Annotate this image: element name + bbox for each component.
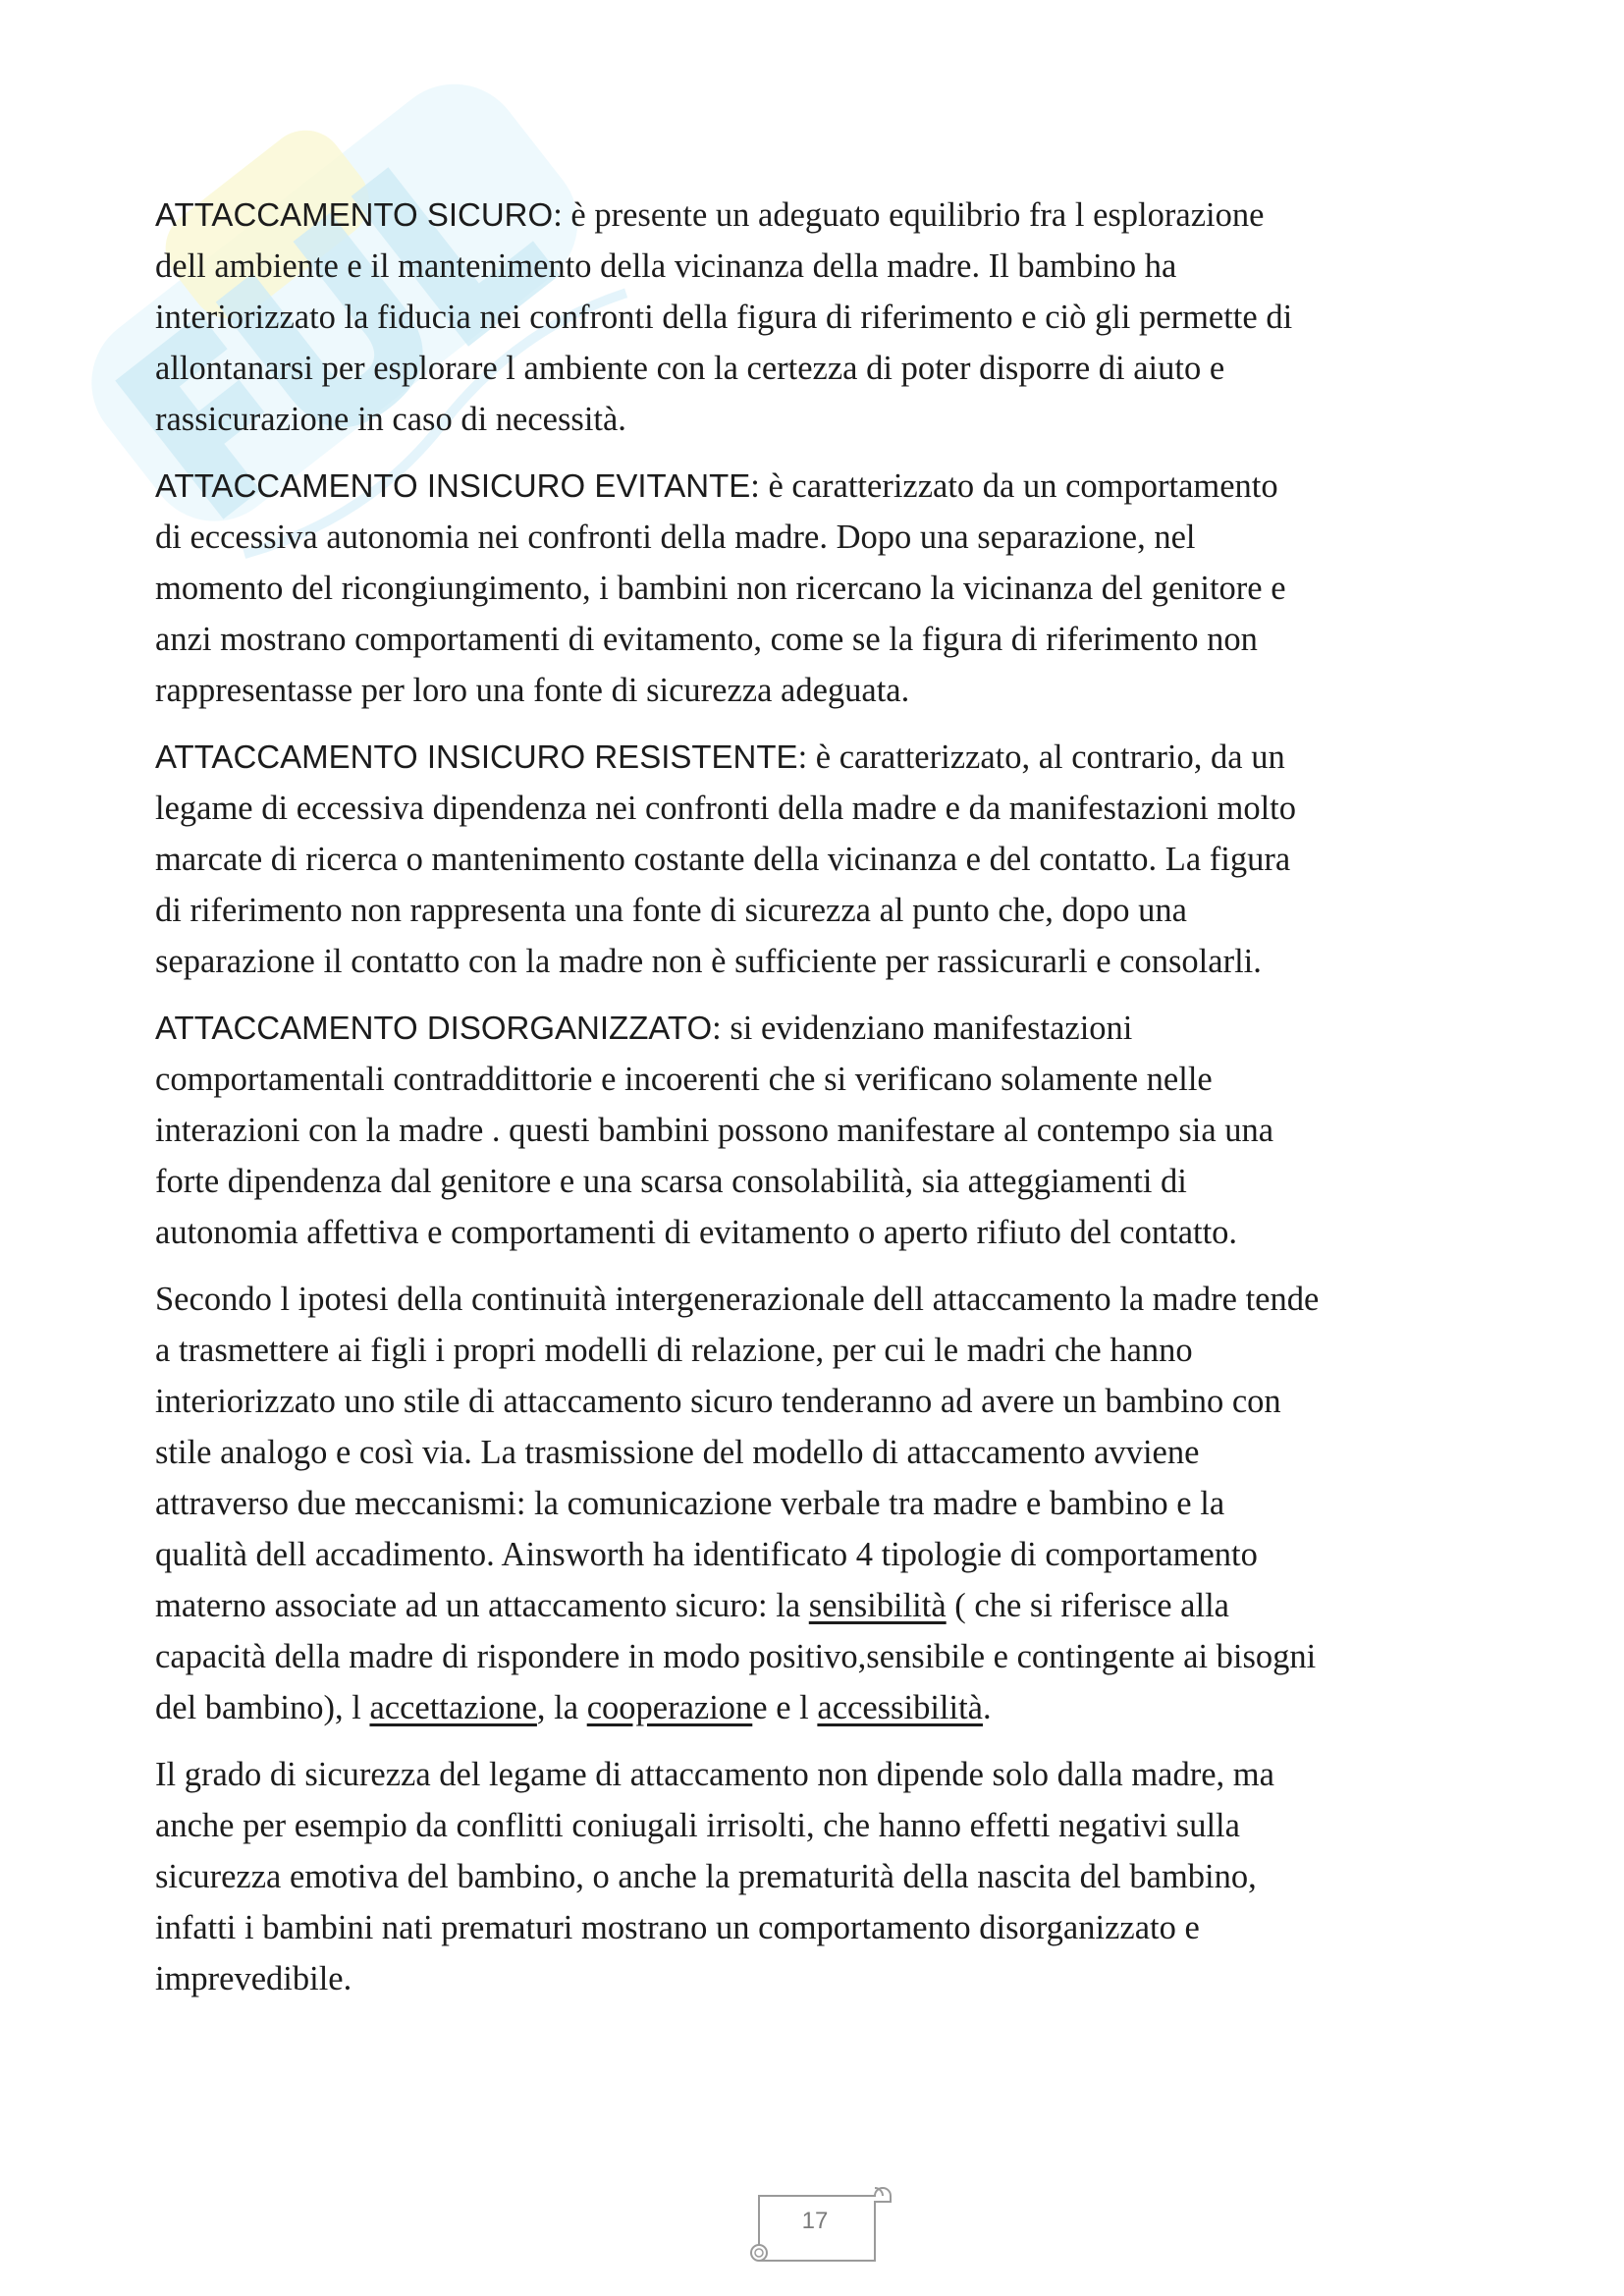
text-line — [155, 665, 1490, 716]
text-segment: separazione il contatto con la madre non è sufficiente per rassicurarli e consolarli. — [155, 943, 1262, 980]
page-number: 17 — [801, 2208, 829, 2234]
paragraph — [155, 732, 1490, 987]
underlined-term: accessibilità — [817, 1689, 983, 1726]
text-segment: : è presente un adeguato equilibrio fra l esplorazione — [553, 196, 1265, 234]
text-segment: sicurezza emotiva del bambino, o anche la prematurità della nascita del bambino, — [155, 1858, 1257, 1895]
underlined-term: accettazione — [369, 1689, 537, 1726]
text-line — [155, 1682, 1490, 1733]
text-line — [155, 1376, 1490, 1427]
text-segment: : è caratterizzato da un comportamento — [750, 467, 1278, 505]
paragraph — [155, 1274, 1490, 1733]
paragraph — [155, 190, 1490, 445]
text-line — [155, 512, 1490, 563]
text-segment: legame di eccessiva dipendenza nei confronti della madre e da manifestazioni molto — [155, 790, 1296, 827]
text-segment: dell ambiente e il mantenimento della vicinanza della madre. Il bambino ha — [155, 247, 1177, 285]
text-line — [155, 783, 1490, 834]
text-segment: del bambino), l — [155, 1689, 370, 1726]
attachment-type-label: ATTACCAMENTO INSICURO RESISTENTE — [155, 738, 798, 775]
text-line — [155, 1156, 1490, 1207]
text-line — [155, 1325, 1490, 1376]
text-segment: anzi mostrano comportamenti di evitamento, come se la figura di riferimento non — [155, 621, 1258, 658]
text-line — [155, 1529, 1490, 1580]
text-segment: momento del ricongiungimento, i bambini non ricercano la vicinanza del genitore e — [155, 570, 1286, 607]
text-segment: rassicurazione in caso di necessità. — [155, 401, 626, 438]
text-line — [155, 394, 1490, 445]
text-line — [155, 1427, 1490, 1478]
text-line — [155, 343, 1490, 394]
text-segment: rappresentasse per loro una fonte di sicurezza adeguata. — [155, 672, 910, 709]
text-segment: anche per esempio da conflitti coniugali irrisolti, che hanno effetti negativi sulla — [155, 1807, 1240, 1844]
text-segment: interiorizzato la fiducia nei confronti della figura di riferimento e ciò gli permette di — [155, 299, 1293, 336]
text-line — [155, 1054, 1490, 1105]
text-line — [155, 834, 1490, 885]
text-line — [155, 614, 1490, 665]
paragraph — [155, 461, 1490, 716]
text-segment: allontanarsi per esplorare l ambiente con la certezza di poter disporre di aiuto e — [155, 350, 1225, 387]
document-body — [155, 190, 1490, 2020]
text-line — [155, 1274, 1490, 1325]
text-segment: . — [982, 1689, 992, 1726]
text-line — [155, 461, 1490, 512]
text-segment: imprevedibile. — [155, 1960, 352, 1997]
text-segment: Il grado di sicurezza del legame di attaccamento non dipende solo dalla madre, ma — [155, 1756, 1274, 1793]
attachment-type-label: ATTACCAMENTO SICURO — [155, 196, 554, 233]
text-line — [155, 1207, 1490, 1258]
text-segment: , la — [536, 1689, 587, 1726]
text-line — [155, 1580, 1490, 1631]
text-segment: interiorizzato uno stile di attaccamento sicuro tenderanno ad avere un bambino con — [155, 1383, 1281, 1420]
text-segment: autonomia affettiva e comportamenti di evitamento o aperto rifiuto del contatto. — [155, 1214, 1238, 1251]
text-line — [155, 1478, 1490, 1529]
text-segment: Secondo l ipotesi della continuità intergenerazionale dell attaccamento la madre tende — [155, 1281, 1320, 1318]
text-line — [155, 1902, 1490, 1953]
paragraph — [155, 1003, 1490, 1258]
page-number-scroll — [741, 2174, 898, 2272]
text-segment: interazioni con la madre . questi bambini possono manifestare al contempo sia una — [155, 1112, 1274, 1149]
text-segment: a trasmettere ai figli i propri modelli di relazione, per cui le madri che hanno — [155, 1332, 1193, 1369]
text-segment: di eccessiva autonomia nei confronti della madre. Dopo una separazione, nel — [155, 519, 1196, 556]
text-segment: attraverso due meccanismi: la comunicazione verbale tra madre e bambino e la — [155, 1485, 1225, 1522]
text-segment: : si evidenziano manifestazioni — [712, 1010, 1133, 1047]
text-line — [155, 292, 1490, 343]
text-segment: : è caratterizzato, al contrario, da un — [797, 738, 1285, 776]
attachment-type-label: ATTACCAMENTO DISORGANIZZATO — [155, 1010, 713, 1046]
text-segment: infatti i bambini nati prematuri mostrano un comportamento disorganizzato e — [155, 1909, 1200, 1946]
underlined-term: sensibilità — [808, 1587, 947, 1624]
text-line — [155, 1003, 1490, 1054]
text-segment: comportamentali contraddittorie e incoerenti che si verificano solamente nelle — [155, 1061, 1213, 1098]
text-line — [155, 190, 1490, 241]
text-line — [155, 1105, 1490, 1156]
attachment-type-label: ATTACCAMENTO INSICURO EVITANTE — [155, 467, 751, 504]
paragraph — [155, 1749, 1490, 2004]
text-line — [155, 1631, 1490, 1682]
text-line — [155, 563, 1490, 614]
text-segment: ( che si riferisce alla — [946, 1587, 1229, 1624]
text-segment: stile analogo e così via. La trasmissione del modello di attaccamento avviene — [155, 1434, 1200, 1471]
text-segment: marcate di ricerca o mantenimento costante della vicinanza e del contatto. La figura — [155, 841, 1291, 878]
text-line — [155, 936, 1490, 987]
text-segment: capacità della madre di rispondere in modo positivo,sensibile e contingente ai bisogni — [155, 1638, 1317, 1675]
text-segment: di riferimento non rappresenta una fonte di sicurezza al punto che, dopo una — [155, 892, 1187, 929]
text-line — [155, 241, 1490, 292]
underlined-term: cooperazion — [586, 1689, 753, 1726]
text-line — [155, 1749, 1490, 1800]
text-segment: forte dipendenza dal genitore e una scarsa consolabilità, sia atteggiamenti di — [155, 1163, 1187, 1200]
text-line — [155, 1800, 1490, 1851]
text-segment: materno associate ad un attaccamento sicuro: la — [155, 1587, 809, 1624]
text-line — [155, 885, 1490, 936]
text-line — [155, 732, 1490, 783]
text-segment: qualità dell accadimento. Ainsworth ha identificato 4 tipologie di comportamento — [155, 1536, 1258, 1573]
text-segment: e e l — [752, 1689, 818, 1726]
text-line — [155, 1851, 1490, 1902]
text-line — [155, 1953, 1490, 2004]
